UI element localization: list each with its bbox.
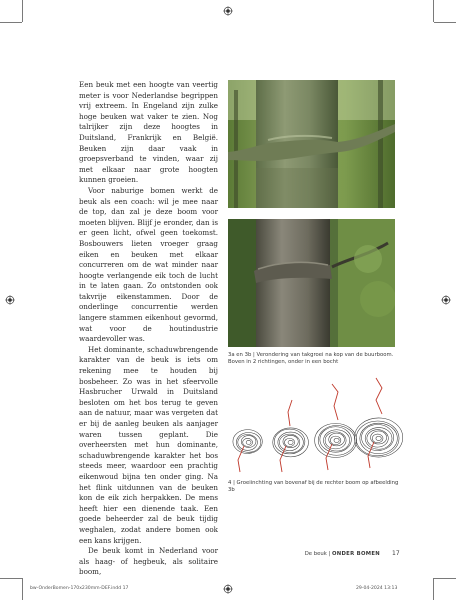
caption-separator: |: [233, 480, 235, 486]
body-paragraph: Het dominante, schaduwbrengende karakter van de beuk is iets om rekening mee te houden bij bosbeheer. Zo was in het sfeervolle Hasbrucher Urwald in Duitsland besloten om het bos terug te geven aan de natuur, maar was vergeten dat er bij de aanleg beuken als aanjager waren tussen geplant. Die overheersten met hun dominante, schaduwbrengende karakter het bos steeds meer, waardoor een prachtig eikenwoud bijna ten onder ging. Na het flink uitdunnen van de beuken kon de eik zich herpakken. De mens heeft hier een dienende taak. Een goede beheerder zal de beuk tijdig weghalen, zodat andere bomen ook een kans krijgen.: [79, 344, 218, 545]
crop-mark: [0, 22, 22, 23]
registration-mark-icon: [223, 6, 233, 16]
ring-stage-3: [315, 384, 357, 470]
growth-ring: [320, 427, 352, 453]
growth-ring-diagram: [226, 376, 404, 476]
body-paragraph: De beuk komt in Nederland voor als haag- of hegbeuk, als solitaire boom,: [79, 546, 218, 577]
crop-mark: [22, 578, 23, 600]
growth-ring: [279, 434, 299, 451]
crop-mark: [0, 578, 22, 579]
crop-mark: [433, 0, 434, 22]
registration-mark-icon: [5, 295, 15, 305]
caption-number: 3a en 3b: [228, 352, 252, 358]
caption-text: Verondering van takgroei na kop van de buurboom. Boven in 2 richtingen, onder in een bocht: [228, 352, 394, 366]
page-number: 17: [392, 550, 400, 557]
growth-ring: [274, 429, 305, 454]
caption-separator: |: [253, 352, 255, 358]
growth-ring: [334, 438, 339, 442]
branch-line: [332, 384, 338, 420]
body-paragraph: Een beuk met een hoogte van veertig meter is voor Nederlandse begrippen vrij extreem. In Engeland zijn zulke hoge beuken wat vaker te zien. Nog talrijker zijn deze hoogtes in Duitsland, Frankrijk en België. Beuken zijn daar vaak in groepsverband te vinden, waar zij met elkaar naar grote hoogten kunnen groeien.: [79, 80, 218, 185]
ring-stage-1: [233, 430, 262, 472]
growth-ring: [241, 436, 256, 448]
growth-ring: [367, 430, 388, 447]
body-paragraph: Voor naburige bomen werkt de beuk als een coach: wil je mee naar de top, dan zal je deze boom voor moeten blijven. Blijf je eronder, dan is er geen licht, ofwel geen toekomst. Bosbouwers lieten vroeger graag eiken en beuken met elkaar concurreren om de wat minder naar hoogte verlangende eik toch de lucht in te laten gaan. Zo ontstonden ook takvrije eikenstammen. Door de onderlinge concurrentie werden langere stammen eikenhout gevormd, wat voor de houtindustrie waardevoller was.: [79, 185, 218, 344]
slug-date: 29-04-2024 13:13: [356, 586, 398, 591]
footer-section-label: ONDER BOMEN: [331, 551, 380, 557]
registration-mark-icon: [223, 584, 233, 594]
caption-photos: [228, 352, 400, 367]
footer-separator: |: [328, 551, 331, 557]
crop-mark: [433, 578, 434, 600]
ring-stage-2: [273, 400, 309, 472]
running-footer: [280, 551, 380, 557]
caption-text: Groeiinchting van bovenaf bij de rechter boom op afbeelding 3b: [228, 480, 399, 494]
photo-beech-trunk-top: [228, 80, 395, 208]
growth-ring: [283, 435, 298, 447]
body-text-column: [79, 80, 218, 578]
growth-ring: [325, 432, 346, 449]
crop-mark: [434, 22, 456, 23]
caption-number: 4: [228, 480, 232, 486]
growth-ring: [329, 433, 345, 446]
photo-beech-trunk-bottom: [228, 219, 395, 347]
crop-mark: [22, 0, 23, 22]
crop-mark: [434, 578, 456, 579]
growth-ring: [288, 440, 293, 444]
branch-line: [288, 400, 292, 426]
branch-line: [376, 378, 382, 414]
registration-mark-icon: [441, 295, 451, 305]
growth-ring: [233, 430, 262, 454]
growth-ring: [238, 434, 258, 450]
footer-chapter-label: De beuk: [304, 551, 327, 557]
growth-ring: [246, 440, 251, 444]
ring-stage-4: [354, 378, 402, 468]
growth-ring: [371, 431, 387, 444]
slug-filename: bw-OnderBomen-170x230mm-DEF.indd 17: [30, 586, 129, 591]
growth-ring: [362, 424, 394, 450]
caption-diagram: [228, 480, 400, 495]
growth-ring: [376, 436, 381, 440]
